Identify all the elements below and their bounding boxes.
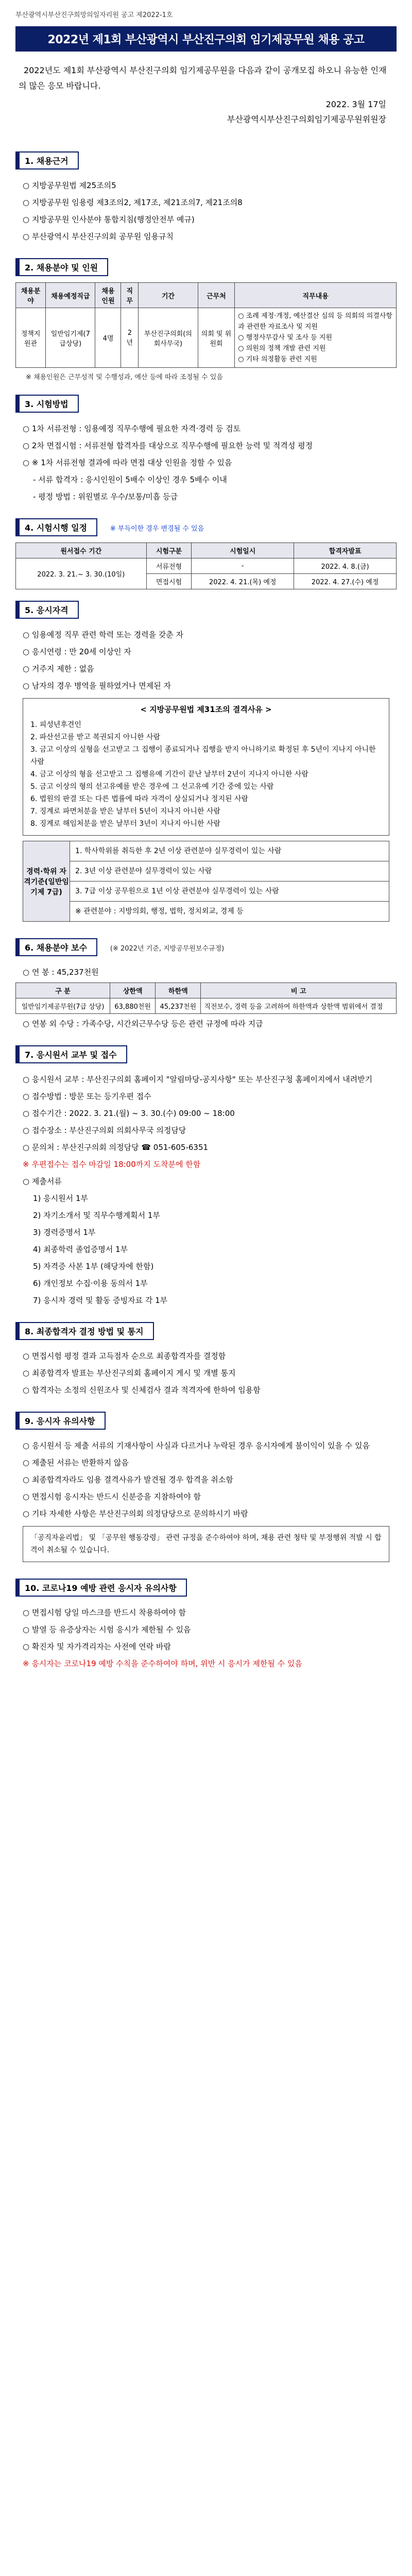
box-text: 「공직자윤리법」 및 「공무원 행동강령」 관련 규정을 준수하여야 하며, 채용 관련 청탁 및 부정행위 적발 시 합격이 취소될 수 있습니다. xyxy=(30,1534,382,1554)
box-item: 8. 징계로 해임처분을 받은 날부터 3년이 지나지 아니한 사람 xyxy=(30,820,220,828)
table-cell: 2022. 3. 21.~ 3. 30.(10일) xyxy=(16,558,147,589)
recruit-table xyxy=(15,282,397,368)
s2-note: ※ 채용인원은 근무성적 및 수행성과, 예산 등에 따라 조정될 수 있음 xyxy=(26,374,223,381)
table-header: 직무 xyxy=(121,283,139,308)
s5-item: ○ 거주지 제한 : 없음 xyxy=(23,664,94,673)
table-header: 비 고 xyxy=(201,983,397,998)
s1-item: ○ 지방공무원법 제25조의5 xyxy=(23,181,116,190)
s7-doc: 4) 최종학력 졸업증명서 1부 xyxy=(33,1245,128,1254)
section-10-heading: 10. 코로나19 예방 관련 응시자 유의사항 xyxy=(15,1579,187,1597)
s8-item: ○ 면접시험 평정 결과 고득점자 순으로 최종합격자를 결정함 xyxy=(23,1351,226,1361)
notice-page xyxy=(15,0,397,1671)
table-header: 채용인원 xyxy=(95,283,121,308)
table-cell: 일반임기제(7급상당) xyxy=(46,308,95,368)
qualification-rows xyxy=(70,841,389,921)
s7-item: ○ 문의처 : 부산진구의회 의정담당 ☎ 051-605-6351 xyxy=(23,1143,209,1152)
table-cell: 63,880천원 xyxy=(110,998,156,1014)
s7-docs-title: ○ 제출서류 xyxy=(23,1177,62,1186)
s1-item: ○ 부산광역시 부산진구의회 공무원 임용규칙 xyxy=(23,232,174,241)
section-8-heading: 8. 최종합격자 결정 방법 및 통지 xyxy=(15,1322,154,1340)
section-6-heading: 6. 채용분야 보수 xyxy=(15,938,97,956)
s7-doc: 5) 자격증 사본 1부 (해당자에 한함) xyxy=(33,1262,154,1271)
table-cell: 의회 및 위원회 xyxy=(198,308,235,368)
s7-item: ○ 접수방법 : 방문 또는 등기우편 접수 xyxy=(23,1092,151,1101)
table-cell: 45,237천원 xyxy=(156,998,201,1014)
table-cell: 4명 xyxy=(95,308,121,368)
table-header: 시험일시 xyxy=(192,543,294,558)
box-item: 2. 파산선고를 받고 복권되지 아니한 사람 xyxy=(30,733,160,741)
s7-doc: 1) 응시원서 1부 xyxy=(33,1194,88,1203)
qualification-row: ※ 관련분야 : 지방의회, 행정, 법학, 정치외교, 경제 등 xyxy=(75,907,244,916)
s5-item: ○ 임용예정 직무 관련 학력 또는 경력을 갖춘 자 xyxy=(23,630,184,639)
intro-text: 2022년도 제1회 부산광역시 부산진구의회 임기제공무원을 다음과 같이 공개모집 하오니 유능한 인재의 많은 응모 바랍니다. xyxy=(19,65,387,91)
section-9-heading: 9. 응시자 유의사항 xyxy=(15,1412,106,1430)
s9-item: ○ 응시원서 등 제출 서류의 기재사항이 사실과 다르거나 누락된 경우 응시자에게 불이익이 있을 수 있음 xyxy=(23,1441,370,1450)
box-item: 1. 피성년후견인 xyxy=(30,721,81,729)
table-header: 합격자발표 xyxy=(294,543,397,558)
s3-item: ○ 1차 서류전형 : 임용예정 직무수행에 필요한 자격·경력 등 검토 xyxy=(23,424,241,433)
qualification-row: 1. 학사학위를 취득한 후 2년 이상 관련분야 실무경력이 있는 사람 xyxy=(70,841,389,861)
s10-item: ○ 확진자 및 자가격리자는 사전에 연락 바람 xyxy=(23,1642,171,1651)
table-header: 시험구분 xyxy=(146,543,192,558)
duty-item: ○ 조례 제정·개정, 예산결산 심의 등 의회의 의결사항과 관련한 자료조사 및 지원 xyxy=(238,312,392,331)
box-item: 4. 금고 이상의 형을 선고받고 그 집행유예 기간이 끝난 날부터 2년이 지나지 아니한 사람 xyxy=(30,770,308,778)
box-item: 6. 법원의 판결 또는 다른 법률에 따라 자격이 상실되거나 정지된 사람 xyxy=(30,795,249,803)
s7-doc: 6) 개인정보 수집·이용 동의서 1부 xyxy=(33,1279,148,1288)
table-header: 구 분 xyxy=(16,983,110,998)
section-3-heading: 3. 시험방법 xyxy=(15,395,79,413)
s10-red-note: ※ 응시자는 코로나19 예방 수칙을 준수하여야 하며, 위반 시 응시가 제한될 수 있음 xyxy=(23,1659,302,1668)
table-header: 채용분야 xyxy=(16,283,46,308)
s1-item: ○ 지방공무원 임용령 제3조의2, 제17조, 제21조의7, 제21조의8 xyxy=(23,198,243,207)
table-cell: 부산진구의회(의회사무국) xyxy=(139,308,198,368)
s10-item: ○ 면접시험 당일 마스크를 반드시 착용하여야 함 xyxy=(23,1608,186,1617)
disqualification-box xyxy=(23,698,389,836)
s7-doc: 7) 응시자 경력 및 활동 증빙자료 각 1부 xyxy=(33,1296,168,1305)
table-cell: 일반임기제공무원(7급 상당) xyxy=(16,998,110,1014)
s8-item: ○ 합격자는 소정의 신원조사 및 신체검사 결과 적격자에 한하여 임용함 xyxy=(23,1385,261,1395)
table-cell: 2022. 4. 21.(목) 예정 xyxy=(192,574,294,589)
section-2-heading: 2. 채용분야 및 인원 xyxy=(15,258,108,276)
s6-line: ○ 연 봉 : 45,237천원 xyxy=(23,968,99,977)
s6-note: (※ 2022년 기준, 지방공무원보수규정) xyxy=(110,945,225,953)
notice-org: 부산광역시부산진구의회임기제공무원위원장 xyxy=(227,114,386,124)
section-1-heading: 1. 채용근거 xyxy=(15,151,79,170)
qualification-table xyxy=(23,841,389,922)
duty-item: ○ 의원의 정책 개발 관련 지원 xyxy=(238,345,326,352)
s3-item: ○ ※ 1차 서류전형 결과에 따라 면접 대상 인원을 정할 수 있음 xyxy=(23,458,232,467)
table-cell: 서류전형 xyxy=(146,558,192,574)
s9-item: ○ 면접시험 응시자는 반드시 신분증을 지참하여야 함 xyxy=(23,1492,201,1501)
s9-item: ○ 최종합격자라도 임용 결격사유가 발견될 경우 합격을 취소함 xyxy=(23,1475,233,1484)
section-4-heading: 4. 시험시행 일정 xyxy=(15,518,97,536)
doc-number: 부산광역시부산진구희망의일자리원 공고 제2022-1호 xyxy=(15,11,173,19)
s7-item: ○ 접수기간 : 2022. 3. 21.(월) ~ 3. 30.(수) 09:00 ~ 18:00 xyxy=(23,1109,235,1118)
s3-sub: - 서류 합격자 : 응시인원이 5배수 이상인 경우 5배수 이내 xyxy=(33,475,227,484)
s7-doc: 3) 경력증명서 1부 xyxy=(33,1228,96,1237)
s4-note: ※ 부득이한 경우 변경될 수 있음 xyxy=(110,525,204,533)
qualification-label: 경력·학위 자격기준(일반임기제 7급) xyxy=(23,841,70,921)
table-header: 직무내용 xyxy=(235,283,397,308)
s7-doc: 2) 자기소개서 및 직무수행계획서 1부 xyxy=(33,1211,160,1220)
s8-item: ○ 최종합격자 발표는 부산진구의회 홈페이지 게시 및 개별 통지 xyxy=(23,1368,236,1378)
schedule-table xyxy=(15,543,397,589)
s10-item: ○ 발열 등 유증상자는 시험 응시가 제한될 수 있음 xyxy=(23,1625,191,1634)
table-cell: 2022. 4. 8.(금) xyxy=(294,558,397,574)
duty-item: ○ 기타 의정활동 관련 지원 xyxy=(238,355,317,363)
s7-red-note: ※ 우편접수는 접수 마감일 18:00까지 도착분에 한함 xyxy=(23,1160,201,1169)
section-5-heading: 5. 응시자격 xyxy=(15,601,79,619)
box-item: 7. 징계로 파면처분을 받은 날부터 5년이 지나지 아니한 사람 xyxy=(30,807,220,816)
table-header: 하한액 xyxy=(156,983,201,998)
section-7-heading: 7. 응시원서 교부 및 접수 xyxy=(15,1045,127,1063)
qualification-row: 2. 3년 이상 관련분야 실무경력이 있는 사람 xyxy=(70,861,389,882)
s6-extra: ○ 연봉 외 수당 : 가족수당, 시간외근무수당 등은 관련 규정에 따라 지급 xyxy=(23,1019,263,1028)
table-cell: 면접시험 xyxy=(146,574,192,589)
table-header: 원서접수 기간 xyxy=(16,543,147,558)
notice-title: 2022년 제1회 부산광역시 부산진구의회 임기제공무원 채용 공고 xyxy=(15,26,397,52)
duty-cell xyxy=(235,308,397,368)
table-cell: 직전보수, 경력 등을 고려하여 하한액과 상한액 범위에서 결정 xyxy=(201,998,397,1014)
s5-item: ○ 남자의 경우 병역을 필하였거나 면제된 자 xyxy=(23,681,171,690)
s3-item: ○ 2차 면접시험 : 서류전형 합격자를 대상으로 직무수행에 필요한 능력 및 적격성 평정 xyxy=(23,441,313,450)
s7-item: ○ 응시원서 교부 : 부산진구의회 홈페이지 "알림마당-공지사항" 또는 부산진구청 홈페이지에서 내려받기 xyxy=(23,1075,373,1084)
table-header: 근무처 xyxy=(198,283,235,308)
table-header: 채용예정직급 xyxy=(46,283,95,308)
salary-table xyxy=(15,982,397,1014)
notice-date: 2022. 3월 17일 xyxy=(325,99,386,109)
box-item: 5. 금고 이상의 형의 선고유예를 받은 경우에 그 선고유예 기간 중에 있는 사람 xyxy=(30,783,274,791)
s9-item: ○ 제출된 서류는 반환하지 않음 xyxy=(23,1458,129,1467)
s7-item: ○ 접수장소 : 부산진구의회 의회사무국 의정담당 xyxy=(23,1126,186,1135)
table-header: 상한액 xyxy=(110,983,156,998)
ethics-box xyxy=(23,1526,389,1562)
box-item: 3. 금고 이상의 실형을 선고받고 그 집행이 종료되거나 집행을 받지 아니하기로 확정된 후 5년이 지나지 아니한 사람 xyxy=(30,745,376,766)
table-cell: 2022. 4. 27.(수) 예정 xyxy=(294,574,397,589)
box-title: < 지방공무원법 제31조의 결격사유 > xyxy=(140,705,272,714)
s3-sub: - 평정 방법 : 위원별로 우수/보통/미흡 등급 xyxy=(33,492,178,501)
s9-item: ○ 기타 자세한 사항은 부산진구의회 의정담당으로 문의하시기 바람 xyxy=(23,1509,248,1518)
s5-item: ○ 응시연령 : 만 20세 이상인 자 xyxy=(23,647,131,656)
duty-item: ○ 행정사무감사 및 조사 등 지원 xyxy=(238,334,332,342)
table-cell: - xyxy=(192,558,294,574)
s1-item: ○ 지방공무원 인사분야 통합지침(행정안전부 예규) xyxy=(23,215,195,224)
table-cell: 2년 xyxy=(121,308,139,368)
qualification-row: 3. 7급 이상 공무원으로 1년 이상 관련분야 실무경력이 있는 사람 xyxy=(70,882,389,902)
table-header: 기간 xyxy=(139,283,198,308)
table-cell: 정책지원관 xyxy=(16,308,46,368)
